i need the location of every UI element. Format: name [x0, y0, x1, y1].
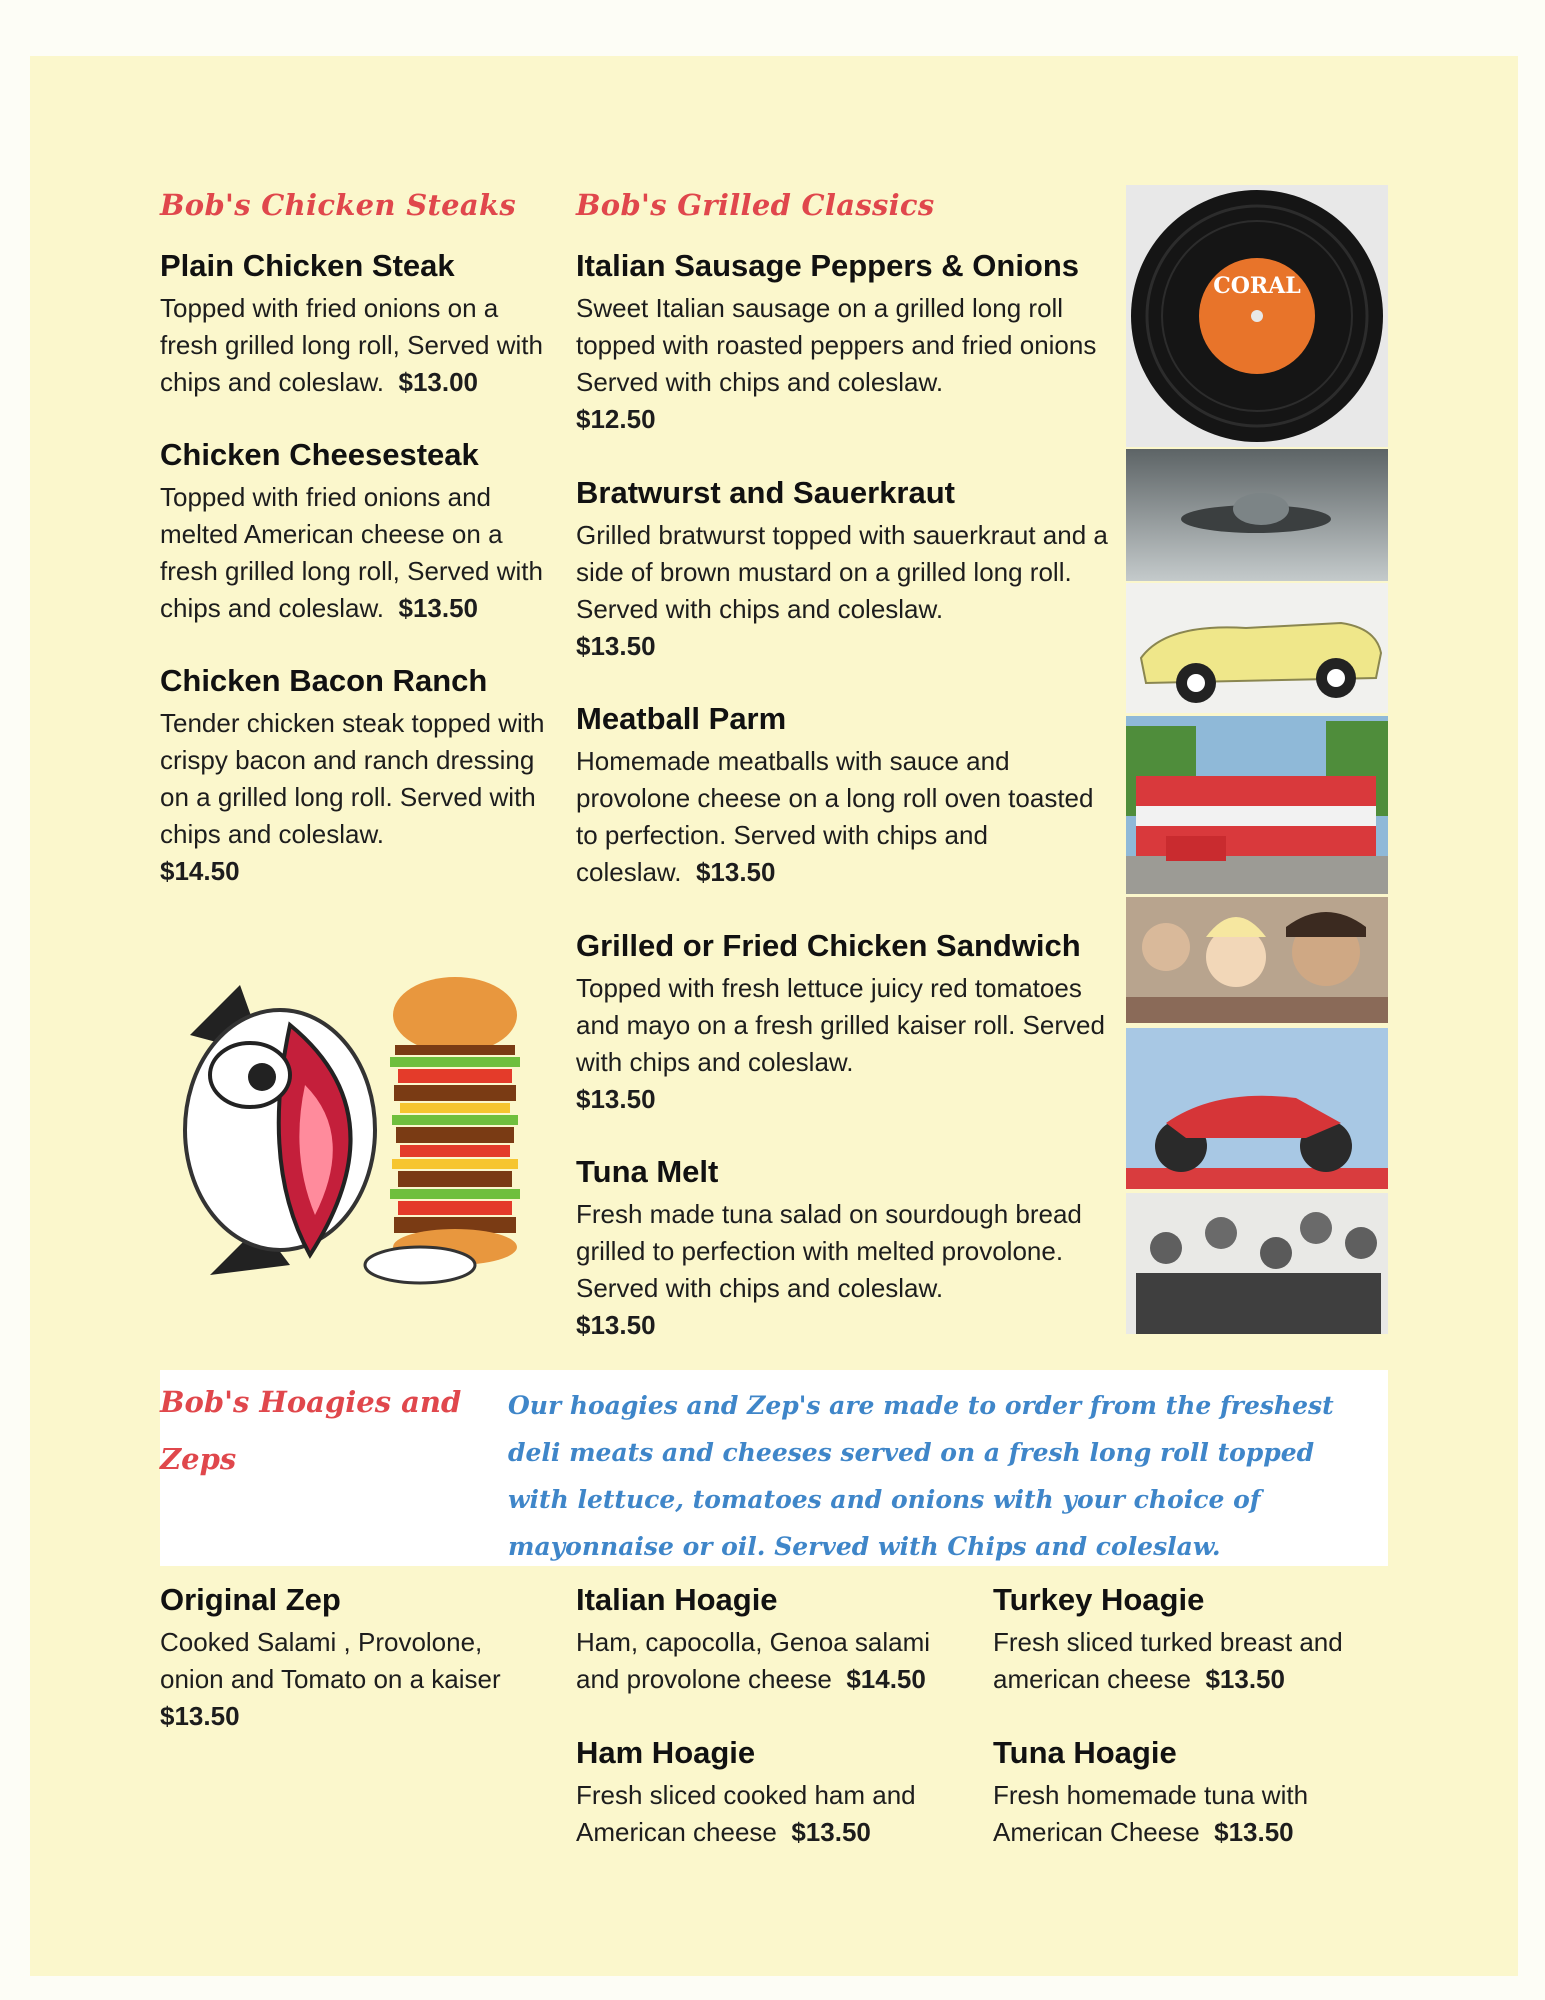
menu-item-tuna-hoagie [993, 1735, 1388, 1851]
item-price: $13.50 [576, 631, 656, 661]
menu-item-turkey-hoagie [993, 1582, 1388, 1698]
item-name: Tuna Hoagie [993, 1735, 1177, 1770]
item-desc: Topped with fried onions on a fresh grilled long roll, Served with chips and coleslaw. $13.00 [160, 293, 543, 397]
item-desc: Cooked Salami , Provolone, onion and Tomato on a kaiser $13.50 [160, 1627, 501, 1731]
item-price: $13.50 [160, 1701, 240, 1731]
celebrities-collage-photo [1126, 897, 1388, 1023]
menu-item-chicken-cheesesteak [160, 437, 560, 627]
item-desc: Sweet Italian sausage on a grilled long roll topped with roasted peppers and fried onions Served with chips and coleslaw. $12.50 [576, 293, 1097, 434]
item-name: Tuna Melt [576, 1154, 719, 1189]
record-photo [1126, 185, 1388, 447]
item-desc: Topped with fried onions and melted American cheese on a fresh grilled long roll, Served with chips and coleslaw. $13.50 [160, 482, 543, 623]
menu-item-ham-hoagie [576, 1735, 976, 1851]
menu-item-chicken-sandwich [576, 928, 1116, 1118]
item-desc: Ham, capocolla, Genoa salami and provolone cheese $14.50 [576, 1627, 931, 1694]
section-title-chicken-steaks: Bob's Chicken Steaks [160, 188, 516, 222]
item-name: Chicken Cheesesteak [160, 437, 479, 472]
item-price: $12.50 [576, 404, 656, 434]
item-desc: Fresh sliced cooked ham and American cheese $13.50 [576, 1780, 916, 1847]
item-price: $13.50 [1214, 1817, 1294, 1847]
item-price: $13.50 [1205, 1664, 1285, 1694]
item-name: Bratwurst and Sauerkraut [576, 475, 955, 510]
item-price: $13.50 [576, 1310, 656, 1340]
item-desc: Topped with fresh lettuce juicy red tomatoes and mayo on a fresh grilled kaiser roll. Served with chips and coleslaw. $13.50 [576, 973, 1105, 1114]
item-name: Italian Hoagie [576, 1582, 778, 1617]
item-name: Turkey Hoagie [993, 1582, 1205, 1617]
menu-item-bratwurst [576, 475, 1116, 665]
item-desc: Fresh homemade tuna with American Cheese $13.50 [993, 1780, 1309, 1847]
menu-item-italian-sausage [576, 248, 1116, 438]
item-desc: Homemade meatballs with sauce and provolone cheese on a long roll oven toasted to perfection. Served with chips and coleslaw. $13.50 [576, 746, 1094, 887]
menu-item-original-zep [160, 1582, 540, 1735]
hoagies-intro: Our hoagies and Zep's are made to order from the freshest deli meats and cheeses served on a fresh long roll topped with lettuce, tomatoes and onions with your choice of mayonnaise or oil. Served with Chips and coleslaw. [508, 1391, 1334, 1561]
record-label-text: CORAL [1213, 273, 1301, 299]
item-price: $13.50 [398, 593, 479, 623]
item-name: Italian Sausage Peppers & Onions [576, 248, 1080, 283]
item-name: Ham Hoagie [576, 1735, 756, 1770]
menu-item-plain-chicken-steak [160, 248, 560, 401]
menu-item-tuna-melt [576, 1154, 1116, 1344]
section-title-hoagies: Bob's Hoagies and Zeps [160, 1385, 462, 1476]
item-price: $13.50 [695, 857, 776, 887]
classic-car-photo [1126, 583, 1388, 713]
item-desc: Tender chicken steak topped with crispy bacon and ranch dressing on a grilled long roll. Served with chips and coleslaw. $14.50 [160, 708, 545, 886]
item-name: Plain Chicken Steak [160, 248, 455, 283]
menu-item-chicken-bacon-ranch [160, 663, 560, 890]
item-desc: Fresh sliced turked breast and american cheese $13.50 [993, 1627, 1343, 1694]
section-title-grilled-classics: Bob's Grilled Classics [576, 188, 935, 222]
menu-item-italian-hoagie [576, 1582, 976, 1698]
diner-photo [1126, 716, 1388, 894]
item-price: $14.50 [846, 1664, 926, 1694]
hoagies-banner [160, 1370, 1388, 1566]
rat-pack-photo [1126, 1193, 1388, 1334]
item-name: Meatball Parm [576, 701, 787, 736]
item-price: $13.50 [791, 1817, 871, 1847]
mascot-burger-illustration [170, 965, 540, 1295]
item-price: $14.50 [160, 856, 240, 886]
item-price: $13.50 [576, 1084, 656, 1114]
item-name: Original Zep [160, 1582, 341, 1617]
item-price: $13.00 [398, 367, 479, 397]
motorcycle-photo [1126, 1028, 1388, 1189]
menu-item-meatball-parm [576, 701, 1116, 891]
item-desc: Grilled bratwurst topped with sauerkraut and a side of brown mustard on a grilled long roll. Served with chips and coleslaw. $13.50 [576, 520, 1108, 661]
item-desc: Fresh made tuna salad on sourdough bread grilled to perfection with melted provolone. Served with chips and coleslaw. $13.50 [576, 1199, 1082, 1340]
ufo-photo [1126, 449, 1388, 581]
item-name: Grilled or Fried Chicken Sandwich [576, 928, 1081, 963]
item-name: Chicken Bacon Ranch [160, 663, 488, 698]
